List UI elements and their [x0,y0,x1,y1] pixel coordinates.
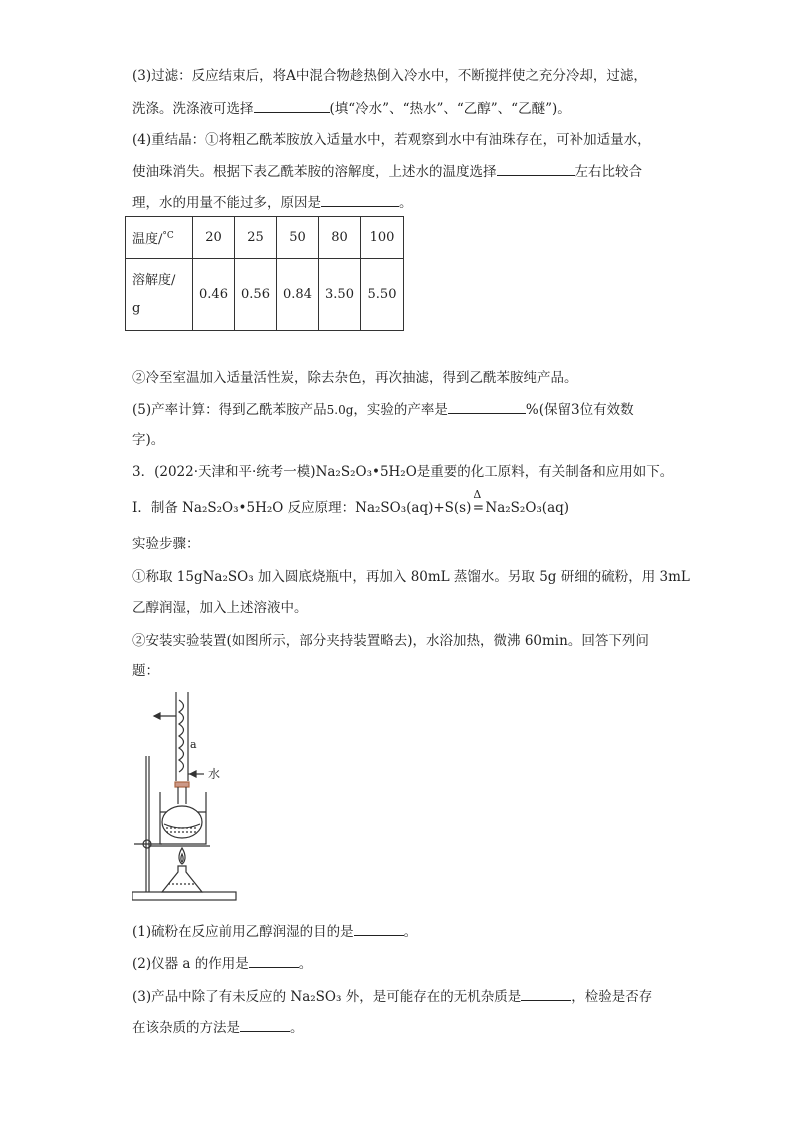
p3-q2 [132,953,312,974]
q4-line2-text-a: 使油珠消失。根据下表乙酰苯胺的溶解度，上述水的温度选择 [132,164,497,180]
p3-q3-text-b: ，检验是否存 [571,989,653,1005]
q4-line3-text-a: 理，水的用量不能过多，原因是 [132,195,321,211]
problem3-title-rest: 是重要的化工原料，有关制备和应用如下。 [416,464,674,480]
q5-line2: 字)。 [132,432,165,448]
problem3-part1 [132,488,570,518]
p3-q1 [132,921,417,942]
reaction-arrow [471,488,485,518]
apparatus-diagram [132,686,242,912]
q4-line2 [132,161,642,182]
q3-filter-line1: (3)过滤：反应结束后，将A中混合物趁热倒入冷水中，不断搅拌使之充分冷却，过滤， [132,68,647,84]
table-cell: 20 [193,217,235,259]
p3-q3-text: (3)产品中除了有未反应的 Na₂SO₃ 外，是可能存在的无机杂质是 [132,989,522,1005]
table-cell: 25 [235,217,277,259]
heat-condition: Δ [473,488,482,501]
answer-blank[interactable] [354,921,404,936]
q4-step2: ②冷至室温加入适量活性炭，除去杂色，再次抽滤，得到乙酰苯胺纯产品。 [132,370,578,386]
q4-line3 [132,192,413,213]
p3-q3-line2 [132,1017,304,1038]
table-cell: 100 [361,217,404,259]
solubility-table [125,216,404,331]
q5-text-d: %(保留3位有效数 [525,402,634,418]
q3-filter-text-a: 洗涤。洗涤液可选择 [132,101,254,117]
q4-line2-text-b: 左右比较合 [574,164,642,180]
answer-blank[interactable] [321,192,399,207]
step1-line1: ①称取 15gNa₂SO₃ 加入圆底烧瓶中，再加入 80mL 蒸馏水。另取 5g 研细的硫粉，用 3mL [132,569,690,585]
steps-label: 实验步骤： [132,536,200,552]
problem3-title [132,462,673,482]
q3-filter-text-b: (填“冷水”、“热水”、“乙醇”、“乙醚”)。 [329,101,571,117]
p3-q3-line2-end: 。 [290,1020,304,1036]
p3-q1-end: 。 [403,924,418,940]
table-cell: 5.50 [361,259,404,331]
q5-mass: 5.0g [326,403,354,417]
answer-blank[interactable] [448,399,526,414]
step2-line2: 题： [132,663,159,679]
problem3-source: 3．(2022·天津和平·统考一模) [132,464,316,480]
p3-q2-text: (2)仪器 a 的作用是 [132,956,249,972]
q5-text-c: ，实验的产率是 [353,402,448,418]
table-cell: 80 [319,217,361,259]
p3-q3-line1 [132,986,652,1007]
q3-filter-line2 [132,98,571,119]
label-water: 水 [208,767,221,781]
answer-blank[interactable] [249,953,299,968]
table-header-temp: 温度/$^{^\circ C}$ [126,217,193,259]
equals-sign: = [472,500,485,516]
p3-q1-text: (1)硫粉在反应前用乙醇润湿的目的是 [132,924,354,940]
table-cell: 0.84 [277,259,319,331]
answer-blank[interactable] [497,161,575,176]
q5-line1 [132,399,634,420]
step2-line1: ②安装实验装置(如图所示，部分夹持装置略去)，水浴加热，微沸 60min。回答下列问 [132,633,649,649]
answer-blank[interactable] [254,98,330,113]
part1-text-a: Ⅰ．制备 Na₂S₂O₃•5H₂O 反应原理：Na₂SO₃(aq)+S(s) [132,500,472,516]
table-row [126,259,404,331]
q4-line3-text-b: 。 [399,195,413,211]
label-a: a [190,738,197,751]
answer-blank[interactable] [240,1017,290,1032]
table-cell: 0.46 [193,259,235,331]
step1-line2: 乙醇润湿，加入上述溶液中。 [132,600,308,616]
q5-text-a: (5)产率计算：得到乙酰苯胺产品 [132,402,327,418]
table-cell: 0.56 [235,259,277,331]
table-row [126,217,404,259]
table-cell: 50 [277,217,319,259]
part1-text-b: Na₂S₂O₃(aq) [485,500,570,516]
answer-blank[interactable] [521,986,571,1001]
table-cell: 3.50 [319,259,361,331]
table-header-solubility: 溶解度/ g [126,259,193,331]
p3-q2-end: 。 [298,956,313,972]
problem3-formula: Na₂S₂O₃•5H₂O [315,464,417,480]
p3-q3-line2-text: 在该杂质的方法是 [132,1020,240,1036]
q4-line1: (4)重结晶：①将粗乙酰苯胺放入适量水中，若观察到水中有油珠存在，可补加适量水， [132,132,651,148]
